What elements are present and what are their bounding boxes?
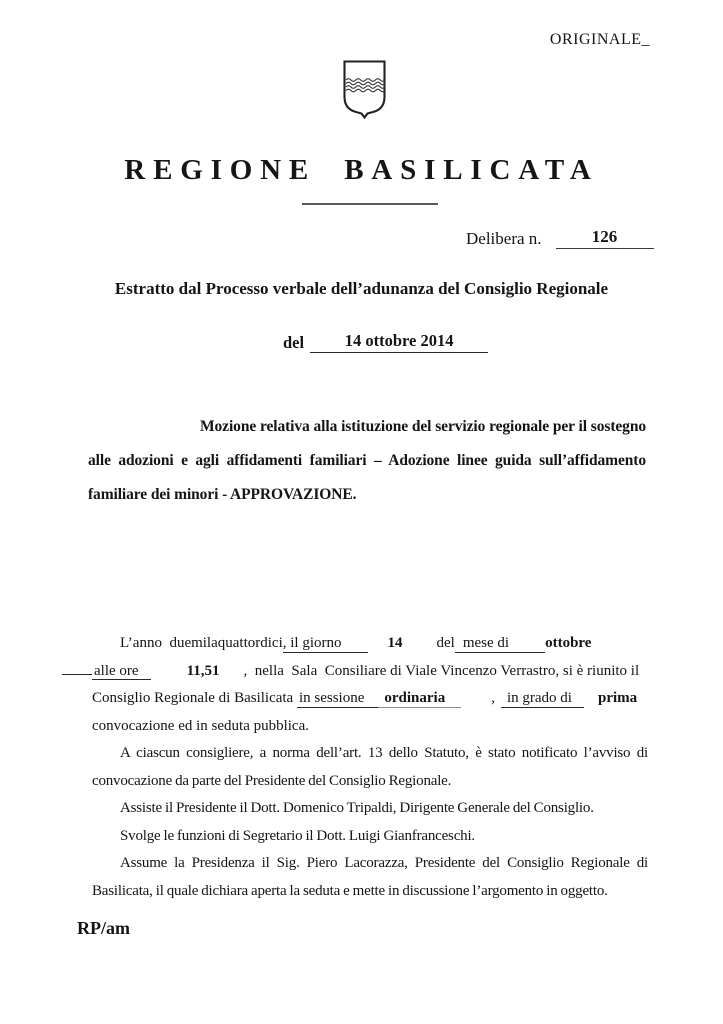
- council-text: Consiglio Regionale di Basilicata: [92, 690, 297, 706]
- day-label-underline: , il giorno: [283, 635, 368, 653]
- month-label-underline: mese di: [455, 635, 545, 653]
- date-label: del: [283, 333, 305, 352]
- session-value: ordinaria: [378, 690, 461, 708]
- title-divider: [302, 203, 438, 205]
- comma-text: ,: [491, 690, 495, 706]
- document-body: [92, 630, 648, 905]
- paragraph-president-assist: Assiste il Presidente il Dott. Domenico Tripaldi, Dirigente Generale del Consiglio.: [120, 800, 594, 816]
- motion-subject-paragraph: Mozione relativa alla istituzione del servizio regionale per il sostegno alle adozioni e agli affidamenti familiari – Adozione linee guida sull’affidamento familiare dei minori - APPROVAZIONE.: [88, 418, 646, 503]
- body-line-session-grade: [92, 685, 648, 713]
- grade-label-underline: in grado di: [501, 690, 584, 708]
- year-text: L’anno duemilaquattordici: [120, 635, 283, 651]
- paragraph-secretary: Svolge le funzioni di Segretario il Dott. Luigi Gianfranceschi.: [120, 827, 475, 844]
- session-date-row: [283, 331, 488, 353]
- del-text: del: [436, 635, 455, 651]
- leading-underline: [62, 674, 92, 675]
- page-title: REGIONE BASILICATA: [124, 154, 599, 186]
- body-line-hour-place: [92, 658, 648, 686]
- session-label-underline: in sessione: [297, 690, 378, 708]
- grade-value: prima: [597, 690, 638, 706]
- convocation-text: convocazione ed in seduta pubblica.: [92, 717, 310, 734]
- clerk-initials: RP/am: [77, 918, 130, 938]
- delibera-number-row: [466, 227, 654, 249]
- extract-title: Estratto dal Processo verbale dell’adunanza del Consiglio Regionale: [114, 279, 609, 298]
- original-label: ORIGINALE_: [549, 31, 650, 48]
- paragraph-presidency: Assume la Presidenza il Sig. Piero Lacorazza, Presidente del Consiglio Regionale di Basilicata, il quale dichiara aperta la seduta e mette in discussione l’argomento in oggetto.: [92, 855, 648, 899]
- delibera-label: Delibera n.: [466, 229, 542, 248]
- basilicata-coat-of-arms-icon: [342, 60, 387, 119]
- month-value: ottobre: [545, 635, 592, 651]
- day-value: 14: [387, 635, 403, 651]
- body-line-year-day-month: [92, 630, 648, 658]
- date-value: 14 ottobre 2014: [310, 331, 488, 353]
- hour-label-underline: alle ore: [92, 663, 151, 681]
- hour-value: 11,51: [186, 662, 220, 679]
- delibera-number-value: 126: [556, 227, 654, 249]
- paragraph-notification: A ciascun consigliere, a norma dell’art. 13 dello Statuto, è stato notificato l’avviso di convocazione da parte del Presidente del Consiglio Regionale.: [92, 745, 648, 789]
- body-line-convocation: [92, 713, 648, 741]
- place-text: , nella Sala Consiliare di Viale Vincenzo Verrastro, si è riunito il: [243, 662, 640, 679]
